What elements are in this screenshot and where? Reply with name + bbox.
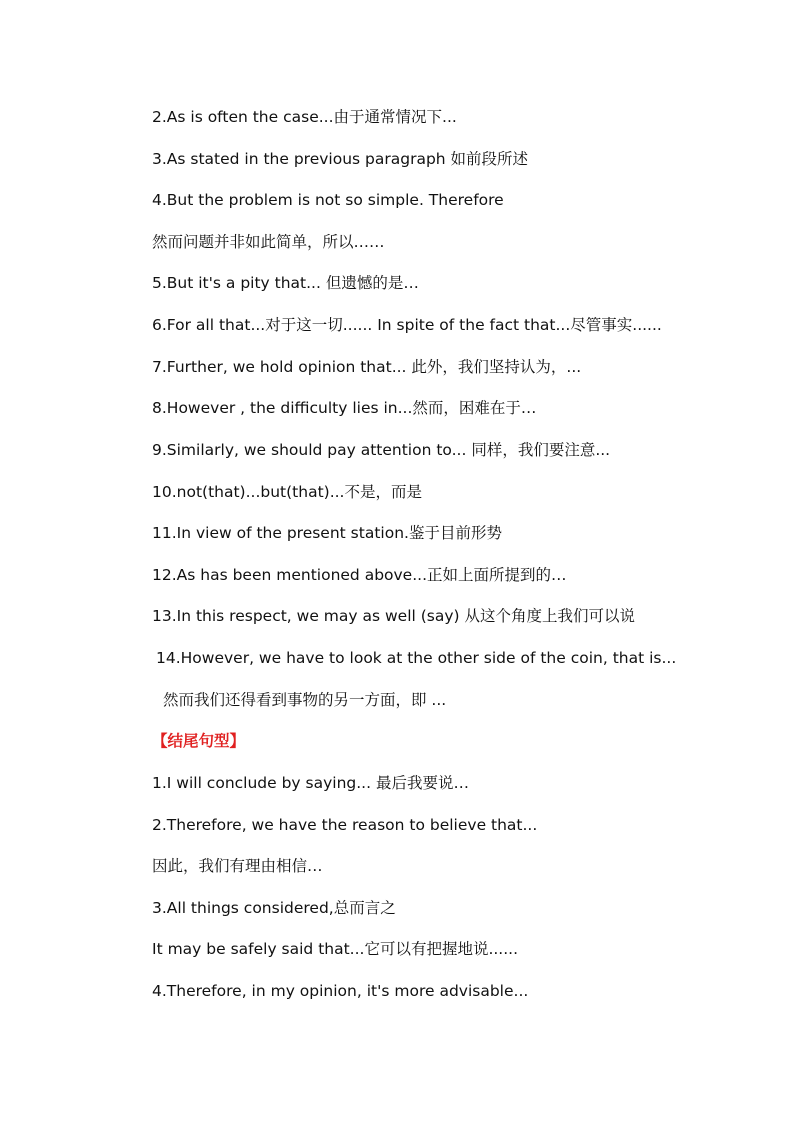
text-line: 2.As is often the case...由于通常情况下... xyxy=(152,108,457,126)
text-line: 然而问题并非如此简单，所以…… xyxy=(152,233,385,251)
text-line: 1.I will conclude by saying... 最后我要说… xyxy=(152,774,469,792)
text-line: 14.However, we have to look at the other side of the coin, that is... xyxy=(156,649,677,667)
text-line: 5.But it's a pity that... 但遗憾的是… xyxy=(152,274,419,292)
text-line: 10.not(that)...but(that)...不是，而是 xyxy=(152,483,422,501)
text-line: 11.In view of the present station.鉴于目前形势 xyxy=(152,524,502,542)
text-line: 3.As stated in the previous paragraph 如前段所述 xyxy=(152,150,529,168)
text-line: 6.For all that...对于这一切...... In spite of the fact that...尽管事实...... xyxy=(152,316,662,334)
text-line: 因此，我们有理由相信… xyxy=(152,857,323,875)
text-line: 4.Therefore, in my opinion, it's more advisable... xyxy=(152,982,529,1000)
text-line: 12.As has been mentioned above...正如上面所提到的… xyxy=(152,566,567,584)
text-line: 4.But the problem is not so simple. Therefore xyxy=(152,191,504,209)
text-line: 2.Therefore, we have the reason to believe that... xyxy=(152,816,538,834)
text-line: 8.However , the difficulty lies in...然而，困难在于… xyxy=(152,399,537,417)
text-line: 然而我们还得看到事物的另一方面，即 ... xyxy=(163,691,447,709)
text-line: 13.In this respect, we may as well (say) 从这个角度上我们可以说 xyxy=(152,607,636,625)
text-line: 3.All things considered,总而言之 xyxy=(152,899,396,917)
text-line: It may be safely said that...它可以有把握地说...... xyxy=(152,940,519,958)
text-line: 9.Similarly, we should pay attention to... 同样，我们要注意... xyxy=(152,441,611,459)
text-line: 7.Further, we hold opinion that... 此外，我们坚持认为，... xyxy=(152,358,582,376)
section-heading: 【结尾句型】 xyxy=(152,732,246,750)
